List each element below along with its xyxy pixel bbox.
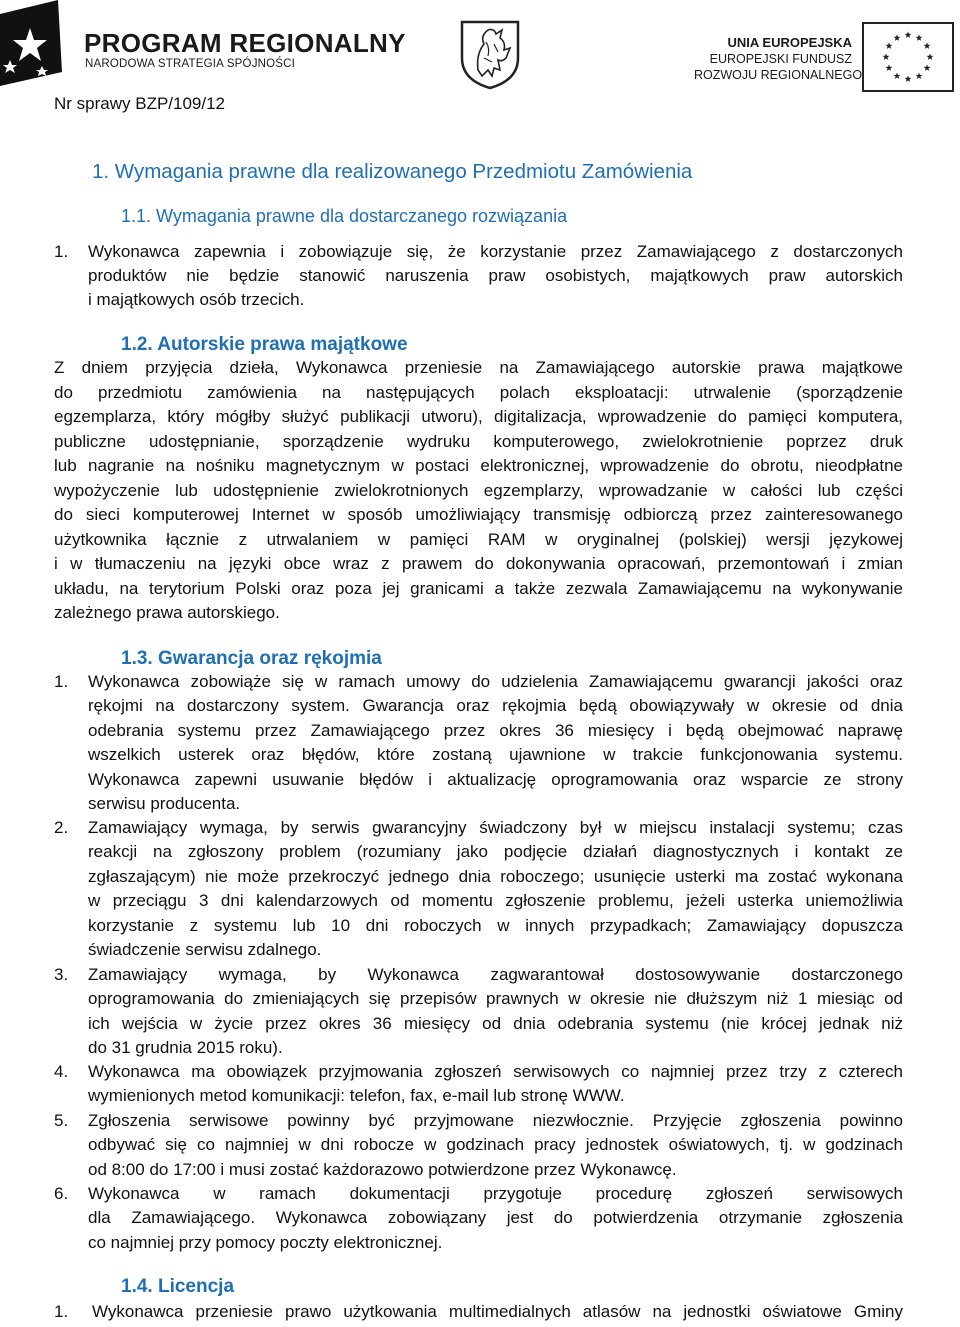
list-item-line: w przeciągu 3 dni kalendarzowych od momentu zgłoszenie problemu, jeżeli usterka uniemożliwia	[88, 891, 903, 911]
list-item-line: odbywać się co najmniej w dni robocze w godzinach pracy jednostek oświatowych, tj. w godzinach	[88, 1135, 903, 1155]
list-item-line: reakcji na zgłoszony problem (rozumiany jako podjęcie działań diagnostycznych i kontakt ze	[88, 842, 903, 862]
list-item-line: ich wejścia w życie przez okres 36 miesięcy od dnia odebrania systemu (nie krócej jednak niż	[88, 1013, 903, 1033]
list-number: 3.	[54, 965, 69, 984]
list-item-line: Wykonawca ma obowiązek przyjmowania zgłoszeń serwisowych co najmniej przez trzy z czterech	[88, 1062, 903, 1081]
paragraph-line: użytkownika łącznie z utrwalaniem w pamięci RAM w oryginalnej (polskiej) wersji językowej	[54, 529, 903, 549]
list-item-line: zgłaszającym) nie może przekroczyć jednego dnia roboczego; usunięcie usterki ma zostać wykonana	[88, 866, 903, 886]
section-heading-1: 1. Wymagania prawne dla realizowanego Przedmiotu Zamówienia	[92, 160, 693, 183]
list-item-line: rękojmi na dostarczony system. Gwarancja oraz rękojmia będą obowiązywały w okresie od dnia	[88, 696, 903, 716]
program-title: PROGRAM REGIONALNY	[84, 28, 406, 58]
paragraph-line: Wykonawca przeniesie prawo użytkowania multimedialnych atlasów na jednostki oświatowe Gminy	[92, 1302, 903, 1321]
list-item-line: świadczenie serwisu zdalnego.	[88, 940, 322, 959]
list-item-line: co najmniej przy pomocy poczty elektronicznej.	[88, 1232, 443, 1252]
list-item-line: wymienionych metod komunikacji: telefon, fax, e-mail lub stronę WWW.	[88, 1086, 625, 1106]
list-item-line: korzystanie z systemu lub 10 dni roboczych w innych przypadkach; Zamawiający dopuszcza	[88, 915, 903, 935]
section-heading-1-2: 1.2. Autorskie prawa majątkowe	[121, 334, 408, 355]
eu-title: UNIA EUROPEJSKA	[727, 35, 852, 50]
paragraph-line: publiczne udostępnianie, sporządzenie wydruku komputerowego, zwielokrotnienie poprzez druk	[54, 431, 903, 451]
list-item-line: Zamawiający wymaga, by serwis gwarancyjny świadczony był w miejscu instalacji systemu; czas	[88, 818, 903, 837]
paragraph-line: układu, na terytorium Polski oraz poza jej granicami a także zezwala Zamawiającemu na wykonywanie	[54, 578, 903, 598]
eu-flag-icon	[862, 22, 954, 92]
paragraph-line: egzemplarza, który mógłby służyć publikacji utworu), digitalizacja, wprowadzenie do pamięci komputera,	[54, 407, 903, 426]
eu-logo	[694, 22, 958, 94]
list-item-line: Wykonawca w ramach dokumentacji przygotuje procedurę zgłoszeń serwisowych	[88, 1184, 903, 1203]
program-subtitle: NARODOWA STRATEGIA SPÓJNOŚCI	[85, 58, 296, 70]
list-item-line: oprogramowania do zmieniających się przepisów prawnych w okresie nie dłuższym niż 1 miesiąc od	[88, 989, 903, 1009]
list-item-line: Zgłoszenia serwisowe powinny być przyjmowane niezwłocznie. Przyjęcie zgłoszenia powinno	[88, 1111, 903, 1130]
list-item-line: Wykonawca zapewni usuwanie błędów i aktualizację oprogramowania oraz wsparcie ze strony	[88, 769, 903, 789]
eu-fund-line1: EUROPEJSKI FUNDUSZ	[709, 52, 852, 66]
list-item-line: Wykonawca zobowiąże się w ramach umowy do udzielenia Zamawiającemu gwarancji jakości oraz	[88, 672, 903, 691]
paragraph-line: do sieci komputerowej Internet w sposób umożliwiający transmisję odbiorczą przez zainteresowanego	[54, 505, 903, 524]
paragraph-line: produktów nie będzie stanowić naruszenia praw osobistych, majątkowych praw autorskich	[88, 266, 903, 285]
eu-fund-line2: ROZWOJU REGIONALNEGO	[694, 68, 863, 82]
list-number: 4.	[54, 1062, 69, 1081]
list-number: 1.	[54, 1302, 69, 1321]
list-number: 6.	[54, 1184, 69, 1203]
list-item-line: serwisu producenta.	[88, 794, 241, 813]
list-number: 5.	[54, 1111, 69, 1130]
list-item-line: do 31 grudnia 2015 roku).	[88, 1038, 283, 1058]
list-item-line: Zamawiający wymaga, by Wykonawca zagwarantował dostosowywanie dostarczonego	[88, 965, 903, 984]
paragraph-line: i majątkowych osób trzecich.	[88, 290, 305, 309]
paragraph-line: Wykonawca zapewnia i zobowiązuje się, że korzystanie przez Zamawiającego z dostarczonych	[88, 242, 903, 261]
list-number: 2.	[54, 818, 69, 837]
section-heading-1-1: 1.1. Wymagania prawne dla dostarczanego rozwiązania	[121, 206, 568, 226]
paragraph-line: do przedmiotu zamówienia na następujących polach eksploatacji: utrwalenie (sporządzenie	[54, 382, 903, 402]
section-heading-1-4: 1.4. Licencja	[121, 1276, 235, 1297]
list-number: 1.	[54, 242, 69, 261]
list-number: 1.	[54, 672, 69, 691]
paragraph-line: zależnego prawa autorskiego.	[54, 603, 280, 622]
section-heading-1-3: 1.3. Gwarancja oraz rękojmia	[121, 648, 382, 669]
program-star-icon	[0, 0, 78, 86]
paragraph-line: Z dniem przyjęcia dzieła, Wykonawca przeniesie na Zamawiającego autorskie prawa majątkowe	[54, 358, 903, 377]
griffin-crest-icon	[458, 18, 522, 90]
case-number: Nr sprawy BZP/109/12	[54, 94, 226, 113]
paragraph-line: lub nagranie na nośniku magnetycznym w postaci elektronicznej, wprowadzenie do obrotu, nieodpłatne	[54, 456, 903, 475]
program-regionalny-logo	[0, 0, 406, 90]
paragraph-line: wypożyczenie lub udostępnienie zwielokrotnionych egzemplarzy, wprowadzanie w całości lub części	[54, 480, 903, 500]
list-item-line: od 8:00 do 17:00 i musi zostać każdorazowo potwierdzone przez Wykonawcę.	[88, 1159, 677, 1179]
list-item-line: odebrania systemu przez Zamawiającego przez okres 36 miesięcy i będą obejmować naprawę	[88, 720, 903, 740]
paragraph-line: i w tłumaczeniu na języki obce wraz z prawem do dokonywania opracowań, przemontowań i zmian	[54, 554, 903, 573]
list-item-line: wszelkich usterek oraz błędów, które zostaną ujawnione w trakcie funkcjonowania systemu.	[88, 745, 903, 765]
list-item-line: dla Zamawiającego. Wykonawca zobowiązany jest do potwierdzenia otrzymanie zgłoszenia	[88, 1208, 903, 1228]
